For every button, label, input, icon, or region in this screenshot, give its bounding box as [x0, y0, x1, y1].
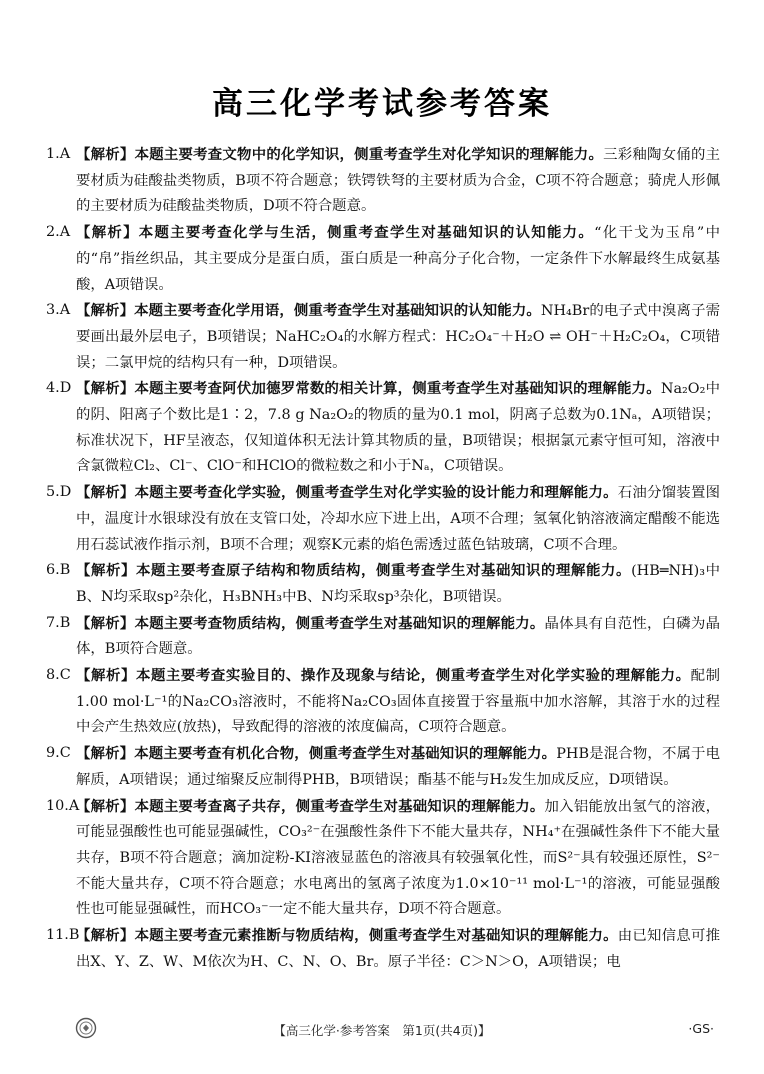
analysis-body: 配制1.00 mol·L⁻¹的Na₂CO₃溶液时，不能将Na₂CO₃固体直接置于容量瓶中加水溶解，其溶于水的过程中会产生热效应(放热)，导致配得的溶液的浓度偏高，C项符合题意。: [76, 668, 720, 736]
answer-number: 10.A: [46, 797, 80, 814]
answer-number: 1.A: [46, 146, 71, 162]
analysis-heading: 【解析】本题主要考查阿伏加德罗常数的相关计算，侧重考查学生对基础知识的理解能力。: [76, 380, 661, 398]
analysis-heading: 【解析】本题主要考查元素推断与物质结构，侧重考查学生对基础知识的理解能力。: [76, 927, 618, 945]
analysis-body: 石油分馏装置图中，温度计水银球没有放在支管口处，冷却水应下进上出，A项不合理；氢氧化钠溶液滴定醋酸不能选用石蕊试液作指示剂，B项不合理；观察K元素的焰色需透过蓝色钴玻璃，C项不合理。: [76, 485, 720, 553]
answer-item: [46, 611, 720, 663]
analysis-body: Na₂O₂中的阴、阳离子个数比是1∶2，7.8 g Na₂O₂的物质的量为0.1 mol，阴离子总数为0.1Nₐ，A项错误；标准状况下，HF呈液态，仅知道体积无法计算其物质的量，B项错误；根据氯元素守恒可知，溶液中含氯微粒Cl₂、Cl⁻、ClO⁻和HClO的微粒数之和小于Nₐ，C项错误。: [76, 381, 720, 475]
answer-number: 8.C: [46, 667, 71, 684]
answer-number: 5.D: [46, 484, 72, 501]
answer-list: [46, 142, 720, 976]
answer-item: [46, 376, 720, 480]
answer-item: [46, 220, 720, 298]
answer-item: [46, 923, 720, 975]
answer-number: 6.B: [46, 562, 71, 579]
analysis-heading: 【解析】本题主要考查离子共存，侧重考查学生对基础知识的理解能力。: [76, 797, 545, 815]
answer-number: 2.A: [46, 224, 71, 241]
answer-number: 9.C: [46, 745, 71, 762]
analysis-body: 晶体具有自范性，白磷为晶体，B项符合题意。: [76, 615, 720, 658]
analysis-body: 由已知信息可推出X、Y、Z、W、M依次为H、C、N、O、Br。原子半径：C＞N＞O，A项错误；电: [76, 928, 720, 970]
footer-page-info: 【高三化学·参考答案 第1页(共4页)】: [273, 1023, 491, 1038]
analysis-body: PHB是混合物，不属于电解质，A项错误；通过缩聚反应制得PHB，B项错误；酯基不能与H₂发生加成反应，D项错误。: [76, 746, 720, 788]
analysis-body: NH₄Br的电子式中溴离子需要画出最外层电子，B项错误；NaHC₂O₄的水解方程式：HC₂O₄⁻＋H₂O ⇌ OH⁻＋H₂C₂O₄，C项错误；二氯甲烷的结构只有一种，D项错误。: [76, 303, 721, 371]
analysis-heading: 【解析】本题主要考查化学用语，侧重考查学生对基础知识的认知能力。: [76, 302, 541, 320]
answer-item: [46, 298, 720, 376]
analysis-heading: 【解析】本题主要考查化学与生活，侧重考查学生对基础知识的认知能力。: [76, 224, 595, 242]
answer-item: [46, 741, 720, 793]
answer-item: [46, 142, 720, 220]
analysis-body: “化干戈为玉帛”中的“帛”指丝织品，其主要成分是蛋白质，蛋白质是一种高分子化合物，一定条件下水解最终生成氨基酸，A项错误。: [76, 225, 720, 293]
answer-number: 3.A: [46, 302, 71, 319]
page-title: 高三化学考试参考答案: [212, 86, 552, 122]
answer-number: 11.B: [46, 927, 80, 944]
analysis-body: 加入铝能放出氢气的溶液，可能显强酸性也可能显强碱性，CO₃²⁻在强酸性条件下不能大量共存，NH₄⁺在强碱性条件下不能大量共存，B项不符合题意；滴加淀粉-KI溶液显蓝色的溶液具有较强氧化性，而S²⁻具有较强还原性，S²⁻不能大量共存，C项不符合题意；水电离出的氢离子浓度为1.0×10⁻¹¹ mol·L⁻¹的溶液，可能显强酸性也可能显强碱性，而HCO₃⁻一定不能大量共存，D项不符合题意。: [76, 798, 720, 918]
answer-item: [46, 480, 720, 558]
analysis-heading: 【解析】本题主要考查原子结构和物质结构，侧重考查学生对基础知识的理解能力。: [76, 562, 632, 580]
analysis-heading: 【解析】本题主要考查物质结构，侧重考查学生对基础知识的理解能力。: [76, 614, 545, 632]
analysis-heading: 【解析】本题主要考查有机化合物，侧重考查学生对基础知识的理解能力。: [76, 745, 557, 763]
analysis-heading: 【解析】本题主要考查化学实验，侧重考查学生对化学实验的设计能力和理解能力。: [76, 484, 618, 502]
analysis-heading: 【解析】本题主要考查文物中的化学知识，侧重考查学生对化学知识的理解能力。: [76, 146, 604, 163]
page-footer: [0, 1017, 764, 1041]
footer-code: ·GS·: [688, 1021, 714, 1036]
answer-item: [46, 794, 720, 924]
answer-number: 4.D: [46, 380, 72, 397]
answer-item: [46, 663, 720, 741]
analysis-heading: 【解析】本题主要考查实验目的、操作及现象与结论，侧重考查学生对化学实验的理解能力。: [76, 667, 691, 685]
analysis-body: 三彩釉陶女俑的主要材质为硅酸盐类物质，B项不符合题意；铁锷铁弩的主要材质为合金，C项不符合题意；骑虎人形佩的主要材质为硅酸盐类物质，D项不符合题意。: [76, 147, 720, 215]
analysis-body: (HB═NH)₃中B、N均采取sp²杂化，H₃BNH₃中B、N均采取sp³杂化，B项错误。: [76, 563, 720, 605]
answer-number: 7.B: [46, 614, 71, 631]
answer-item: [46, 558, 720, 610]
